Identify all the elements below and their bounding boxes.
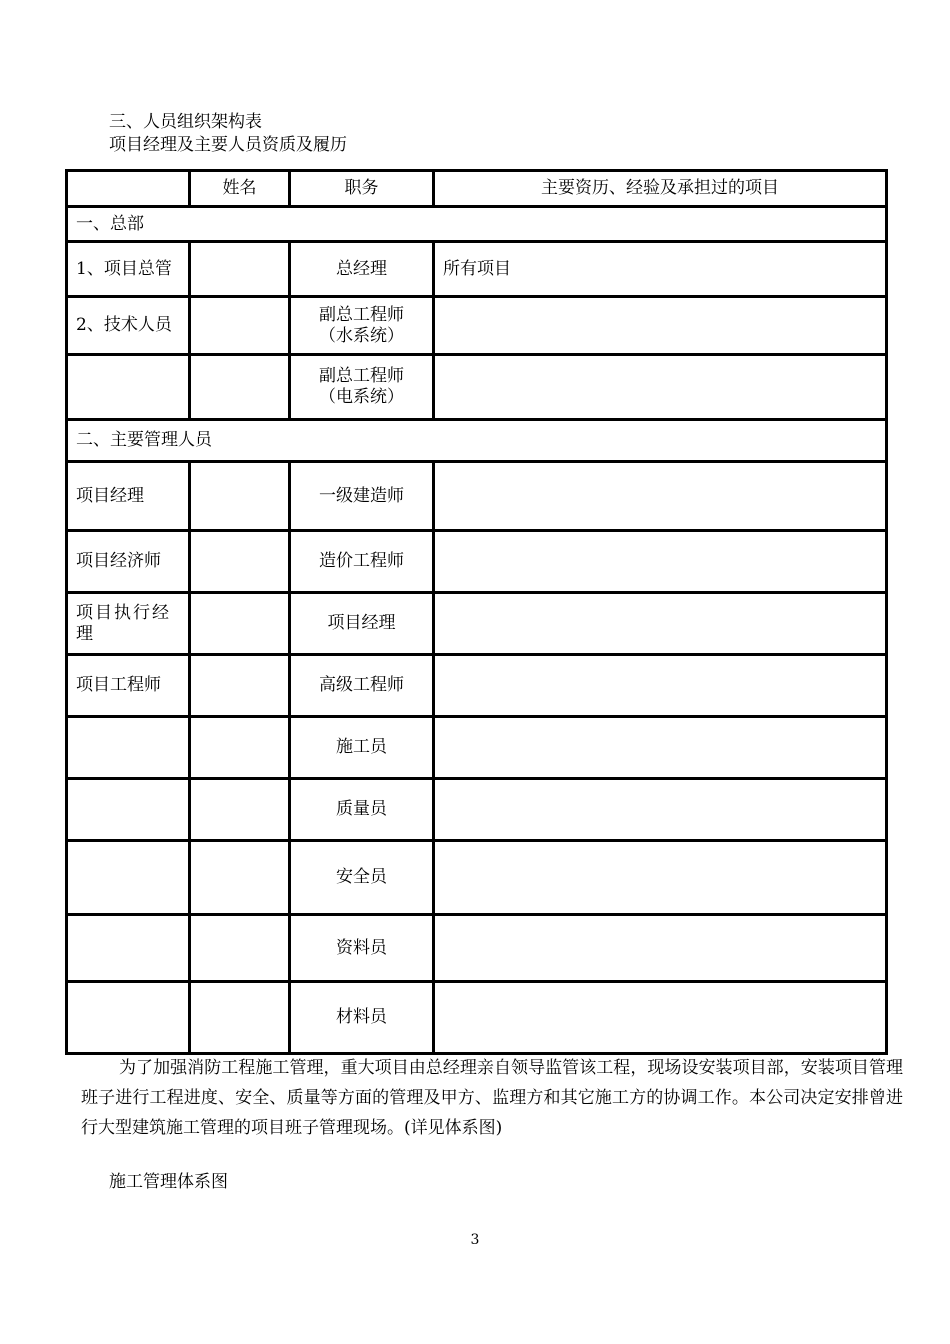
position-cell: 安全员 <box>290 841 434 915</box>
section-title-management: 二、主要管理人员 <box>67 420 887 462</box>
section-row <box>67 420 887 462</box>
section-row <box>67 207 887 242</box>
position-cell: 资料员 <box>290 915 434 982</box>
position-line: 副总工程师 <box>319 304 404 325</box>
table-title: 项目经理及主要人员资质及履历 <box>109 135 347 155</box>
position-cell: 一级建造师 <box>290 462 434 531</box>
table-row <box>67 297 887 355</box>
table-row <box>67 593 887 655</box>
table-row <box>67 717 887 779</box>
name-cell <box>190 531 290 593</box>
position-cell: 造价工程师 <box>290 531 434 593</box>
position-cell: 施工员 <box>290 717 434 779</box>
table-row <box>67 242 887 297</box>
name-cell <box>190 355 290 420</box>
body-paragraph: 为了加强消防工程施工管理，重大项目由总经理亲自领导监管该工程，现场设安装项目部，安装项目管理班子进行工程进度、安全、质量等方面的管理及甲方、监理方和其它施工方的协调工作。本公司决定安排曾进行大型建筑施工管理的项目班子管理现场。(详见体系图) <box>81 1058 903 1138</box>
experience-cell <box>434 717 887 779</box>
position-cell: 质量员 <box>290 779 434 841</box>
table-row <box>67 841 887 915</box>
experience-cell <box>434 593 887 655</box>
position-cell: 材料员 <box>290 982 434 1054</box>
role-group-cell <box>67 841 190 915</box>
diagram-subheading: 施工管理体系图 <box>109 1172 228 1192</box>
section-title: 三、人员组织架构表 <box>109 112 262 132</box>
experience-cell <box>434 779 887 841</box>
role-group-cell <box>67 717 190 779</box>
name-cell <box>190 717 290 779</box>
table-row <box>67 655 887 717</box>
experience-cell <box>434 915 887 982</box>
position-line: （水系统） <box>319 325 404 346</box>
role-group-cell: 项目执行经理 <box>67 593 190 655</box>
header-cell-position: 职务 <box>290 171 434 207</box>
name-cell <box>190 297 290 355</box>
role-group-cell <box>67 779 190 841</box>
table-row <box>67 982 887 1054</box>
name-cell <box>190 841 290 915</box>
experience-cell <box>434 462 887 531</box>
position-cell: 高级工程师 <box>290 655 434 717</box>
position-line: （电系统） <box>319 387 404 407</box>
experience-cell <box>434 297 887 355</box>
staff-table <box>65 169 888 1055</box>
header-cell-name: 姓名 <box>190 171 290 207</box>
name-cell <box>190 655 290 717</box>
experience-cell <box>434 982 887 1054</box>
header-cell-blank <box>67 171 190 207</box>
role-group-cell <box>67 915 190 982</box>
table-row <box>67 462 887 531</box>
position-cell <box>290 355 434 420</box>
table-row <box>67 915 887 982</box>
role-group-cell: 项目工程师 <box>67 655 190 717</box>
section-title-hq: 一、总部 <box>67 207 887 242</box>
role-group-cell: 项目经理 <box>67 462 190 531</box>
role-group-cell <box>67 355 190 420</box>
experience-cell <box>434 355 887 420</box>
table-row <box>67 779 887 841</box>
role-group-cell: 1、项目总管 <box>67 242 190 297</box>
page-number: 3 <box>470 1232 480 1248</box>
name-cell <box>190 242 290 297</box>
position-cell <box>290 297 434 355</box>
role-group-cell: 2、技术人员 <box>67 297 190 355</box>
position-cell: 总经理 <box>290 242 434 297</box>
position-cell: 项目经理 <box>290 593 434 655</box>
name-cell <box>190 593 290 655</box>
experience-cell: 所有项目 <box>434 242 887 297</box>
name-cell <box>190 915 290 982</box>
table-row <box>67 531 887 593</box>
name-cell <box>190 779 290 841</box>
name-cell <box>190 462 290 531</box>
experience-cell <box>434 655 887 717</box>
role-group-cell: 项目经济师 <box>67 531 190 593</box>
experience-cell <box>434 841 887 915</box>
header-cell-experience: 主要资历、经验及承担过的项目 <box>434 171 887 207</box>
position-line: 副总工程师 <box>319 366 404 386</box>
name-cell <box>190 982 290 1054</box>
table-header-row <box>67 171 887 207</box>
experience-cell <box>434 531 887 593</box>
table-row <box>67 355 887 420</box>
role-group-cell <box>67 982 190 1054</box>
